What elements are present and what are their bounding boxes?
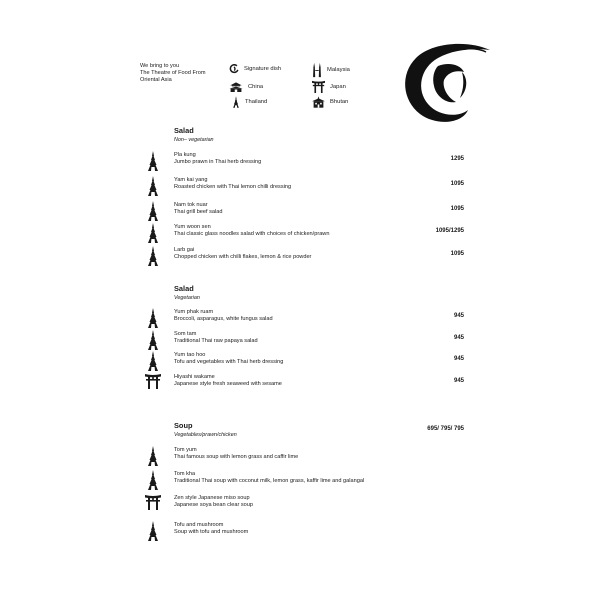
intro-line-3: Oriental Asia (140, 77, 172, 84)
dish-price: 945 (453, 313, 464, 319)
thailand-icon (146, 201, 160, 221)
dish-name: Yum woon sen (174, 224, 211, 230)
dish-price: 945 (453, 335, 464, 341)
dish-price: 1095 (450, 181, 464, 187)
legend-signature (229, 64, 281, 74)
dish-name: Tofu and mushroom (174, 522, 224, 528)
menu-item (146, 176, 464, 200)
section-subtitle: Non– vegetarian (174, 137, 214, 143)
thailand-icon (146, 521, 160, 541)
legend-malaysia (312, 62, 350, 78)
brush-swirl-logo (398, 38, 498, 130)
section-subtitle: Vegetables/prawn/chicken (174, 432, 237, 438)
legend-bhutan (312, 96, 348, 108)
section-title: Salad (174, 126, 194, 135)
signature-dish-icon (229, 64, 239, 74)
legend-malaysia-label: Malaysia (327, 67, 350, 73)
menu-item (146, 351, 464, 375)
legend-thailand-label: Thailand (245, 99, 268, 105)
dish-description: Soup with tofu and mushroom (174, 529, 249, 535)
section-subtitle: Vegetarian (174, 295, 200, 301)
dish-name: Larb gai (174, 247, 195, 253)
dish-description: Broccoli, asparagus, white fungus salad (174, 316, 273, 322)
legend-china (229, 82, 263, 92)
dish-description: Jumbo prawn in Thai herb dressing (174, 159, 262, 165)
thailand-icon (146, 176, 160, 196)
dish-price: 1095 (450, 206, 464, 212)
dish-description: Japanese style fresh seaweed with sesame (174, 381, 282, 387)
thailand-icon (146, 308, 160, 328)
section-soup-header (174, 421, 237, 438)
intro-text (140, 63, 206, 85)
intro-line-2: The Theatre of Food From (140, 70, 206, 77)
dish-name: Hiyashi wakame (174, 374, 215, 380)
legend-japan-label: Japan (330, 83, 346, 90)
dish-description: Japanese soya bean clear soup (174, 502, 253, 508)
bhutan-icon (312, 96, 325, 108)
legend-japan (312, 80, 346, 93)
dish-name: Nam tok nuar (174, 202, 208, 208)
thailand-icon (146, 470, 160, 490)
japan-icon (145, 373, 161, 389)
dish-price: 1295 (450, 156, 464, 162)
section-salad-non-veg-header (174, 126, 214, 143)
thailand-icon (146, 223, 160, 243)
intro-line-1: We bring to you (140, 63, 180, 69)
dish-description: Thai famous soup with lemon grass and caffir lime (174, 454, 299, 460)
dish-price: 945 (453, 356, 464, 362)
legend-thailand (232, 96, 267, 108)
dish-name: Yum tao hoo (174, 352, 206, 358)
dish-name: Som tam (174, 331, 197, 337)
thailand-icon (146, 151, 160, 171)
menu-item (146, 223, 464, 247)
dish-description: Roasted chicken with Thai lemon chilli dressing (174, 184, 292, 190)
menu-item (146, 151, 464, 175)
dish-name: Pla kung (174, 152, 196, 158)
dish-price: 945 (453, 378, 464, 384)
thailand-icon (146, 330, 160, 350)
malaysia-icon (312, 62, 322, 78)
legend-bhutan-label: Bhutan (330, 99, 349, 105)
menu-item (146, 246, 464, 270)
menu-item (146, 373, 464, 397)
dish-description: Thai grill beef salad (174, 209, 223, 215)
thailand-icon (146, 446, 160, 466)
japan-icon (312, 80, 325, 93)
thailand-icon (232, 96, 240, 108)
section-salad-vegetarian-header (174, 284, 200, 301)
dish-name: Tom kha (174, 471, 196, 477)
dish-price: 1095 (450, 251, 464, 257)
section-title: Soup (174, 421, 193, 430)
dish-description: Traditional Thai soup with coconut milk, lemon grass, kaffir lime and galangal (174, 478, 365, 484)
dish-name: Yum phak ruam (174, 309, 214, 315)
menu-item (146, 308, 464, 332)
china-icon (229, 82, 243, 92)
dish-description: Traditional Thai raw papaya salad (174, 338, 258, 344)
dish-price: 1095/1295 (435, 228, 464, 234)
menu-item (146, 201, 464, 225)
thailand-icon (146, 246, 160, 266)
legend-china-label: China (248, 84, 264, 90)
menu-item (146, 470, 464, 494)
dish-description: Thai classic glass noodles salad with choices of chicken/prawn (174, 231, 330, 237)
menu-item (146, 494, 464, 518)
menu-item (146, 446, 464, 470)
legend-signature-label: Signature dish (244, 66, 282, 72)
thailand-icon (146, 351, 160, 371)
dish-name: Zen style Japanese miso soup (174, 495, 250, 501)
dish-name: Yam kai yang (174, 177, 208, 183)
dish-description: Chopped chicken with chilli flakes, lemon & rice powder (174, 254, 312, 260)
dish-name: Tom yum (174, 447, 197, 453)
dish-description: Tofu and vegetables with Thai herb dressing (174, 359, 284, 365)
soup-price: 695/ 795/ 795 (427, 426, 464, 432)
section-title: Salad (174, 284, 194, 293)
japan-icon (145, 494, 161, 510)
menu-item (146, 521, 464, 545)
